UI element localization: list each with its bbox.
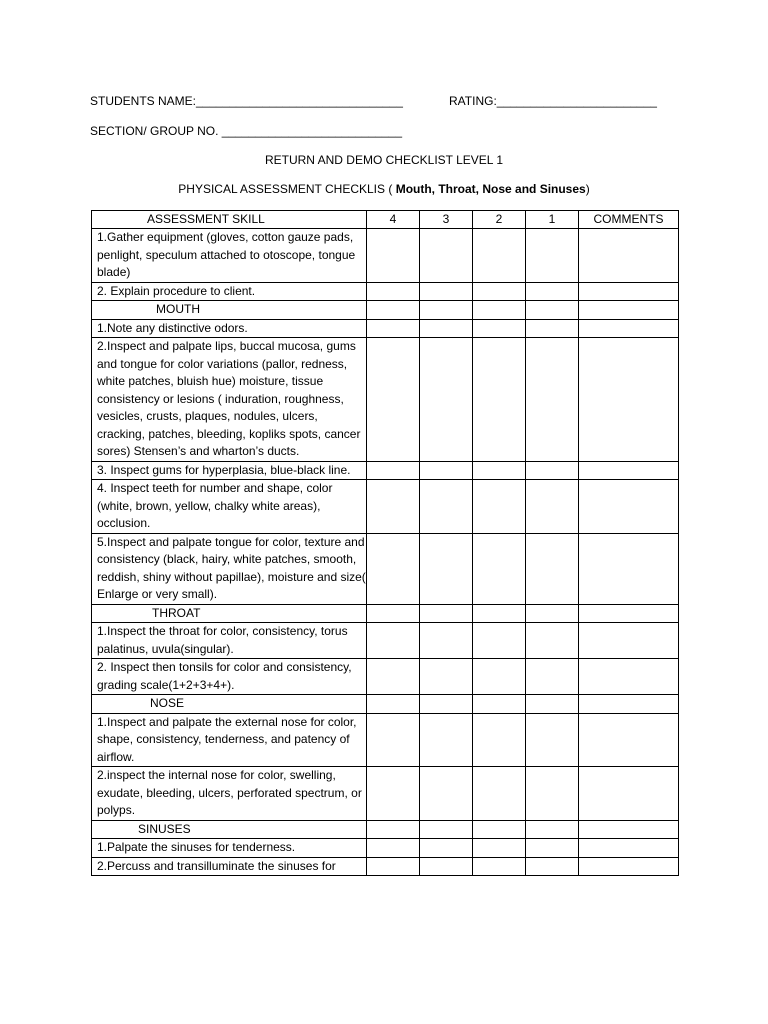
score-4-cell[interactable] xyxy=(367,857,420,876)
comments-cell[interactable] xyxy=(579,338,679,462)
checklist-title: RETURN AND DEMO CHECKLIST LEVEL 1 xyxy=(264,153,504,167)
score-1-cell[interactable] xyxy=(526,623,579,659)
score-4-cell xyxy=(367,604,420,623)
score-1-cell[interactable] xyxy=(526,229,579,283)
score-2-cell xyxy=(473,301,526,320)
score-4-cell[interactable] xyxy=(367,533,420,604)
skill-cell: 1.Gather equipment (gloves, cotton gauze pads, penlight, speculum attached to otoscope, tongue blade) xyxy=(92,229,367,283)
score-2-cell[interactable] xyxy=(473,533,526,604)
table-row xyxy=(92,857,679,876)
score-4-cell xyxy=(367,695,420,714)
comments-cell xyxy=(579,301,679,320)
col-header-3: 3 xyxy=(420,211,473,229)
score-2-cell xyxy=(473,695,526,714)
score-2-cell[interactable] xyxy=(473,338,526,462)
skill-cell: 1.Note any distinctive odors. xyxy=(92,319,367,338)
score-1-cell[interactable] xyxy=(526,767,579,821)
skill-cell: 2.Percuss and transilluminate the sinuses for xyxy=(92,857,367,876)
score-1-cell xyxy=(526,695,579,714)
score-3-cell[interactable] xyxy=(420,839,473,858)
score-3-cell[interactable] xyxy=(420,319,473,338)
score-1-cell[interactable] xyxy=(526,319,579,338)
skill-cell: 5.Inspect and palpate tongue for color, texture and consistency (black, hairy, white patches, smooth, reddish, shiny without papillae), moisture and size( Enlarge or very small). xyxy=(92,533,367,604)
comments-cell[interactable] xyxy=(579,839,679,858)
comments-cell[interactable] xyxy=(579,282,679,301)
score-4-cell[interactable] xyxy=(367,338,420,462)
score-1-cell[interactable] xyxy=(526,461,579,480)
score-1-cell[interactable] xyxy=(526,282,579,301)
table-row xyxy=(92,533,679,604)
skill-cell: 1.Palpate the sinuses for tenderness. xyxy=(92,839,367,858)
score-1-cell[interactable] xyxy=(526,839,579,858)
score-4-cell[interactable] xyxy=(367,461,420,480)
section-row xyxy=(92,301,679,320)
score-1-cell xyxy=(526,604,579,623)
score-3-cell[interactable] xyxy=(420,713,473,767)
score-4-cell[interactable] xyxy=(367,229,420,283)
comments-cell xyxy=(579,820,679,839)
col-header-skill: ASSESSMENT SKILL xyxy=(92,211,367,229)
col-header-1: 1 xyxy=(526,211,579,229)
table-row xyxy=(92,767,679,821)
score-4-cell[interactable] xyxy=(367,839,420,858)
table-row xyxy=(92,713,679,767)
score-2-cell[interactable] xyxy=(473,659,526,695)
skill-cell: 2. Explain procedure to client. xyxy=(92,282,367,301)
table-header-row xyxy=(92,211,679,229)
comments-cell xyxy=(579,604,679,623)
score-1-cell[interactable] xyxy=(526,480,579,534)
score-1-cell[interactable] xyxy=(526,857,579,876)
comments-cell[interactable] xyxy=(579,319,679,338)
rating-field: RATING:________________________ xyxy=(449,94,657,108)
score-2-cell[interactable] xyxy=(473,229,526,283)
col-header-comments: COMMENTS xyxy=(579,211,679,229)
score-2-cell[interactable] xyxy=(473,282,526,301)
table-row xyxy=(92,282,679,301)
table-row xyxy=(92,319,679,338)
score-2-cell[interactable] xyxy=(473,713,526,767)
comments-cell[interactable] xyxy=(579,480,679,534)
students-name-field: STUDENTS NAME:_______________________________ xyxy=(90,94,403,108)
score-4-cell[interactable] xyxy=(367,319,420,338)
skill-cell: 3. Inspect gums for hyperplasia, blue-black line. xyxy=(92,461,367,480)
score-4-cell[interactable] xyxy=(367,480,420,534)
col-header-2: 2 xyxy=(473,211,526,229)
score-2-cell xyxy=(473,820,526,839)
score-4-cell xyxy=(367,820,420,839)
table-row xyxy=(92,480,679,534)
table-row xyxy=(92,623,679,659)
score-4-cell[interactable] xyxy=(367,623,420,659)
skill-cell: 4. Inspect teeth for number and shape, color (white, brown, yellow, chalky white areas), occlusion. xyxy=(92,480,367,534)
score-4-cell[interactable] xyxy=(367,713,420,767)
table-row xyxy=(92,839,679,858)
score-3-cell xyxy=(420,820,473,839)
score-1-cell xyxy=(526,820,579,839)
skill-cell: 1.Inspect and palpate the external nose for color, shape, consistency, tenderness, and patency of airflow. xyxy=(92,713,367,767)
comments-cell[interactable] xyxy=(579,461,679,480)
score-3-cell[interactable] xyxy=(420,229,473,283)
score-2-cell[interactable] xyxy=(473,461,526,480)
score-4-cell[interactable] xyxy=(367,659,420,695)
score-2-cell[interactable] xyxy=(473,839,526,858)
section-label-sinuses: SINUSES xyxy=(92,820,367,839)
score-2-cell[interactable] xyxy=(473,623,526,659)
section-label-nose: NOSE xyxy=(92,695,367,714)
score-4-cell[interactable] xyxy=(367,282,420,301)
score-3-cell[interactable] xyxy=(420,659,473,695)
score-3-cell xyxy=(420,301,473,320)
skill-cell: 2.Inspect and palpate lips, buccal mucosa, gums and tongue for color variations (pallor, redness, white patches, bluish hue) moisture, tissue consistency or lesions ( induration, roughness, vesicles, crusts, plaques, nodules, ulcers, cracking, patches, bleeding, kopliks spots, cancer sores) Stensen’s and wharton’s ducts. xyxy=(92,338,367,462)
score-1-cell[interactable] xyxy=(526,659,579,695)
skill-cell: 2.inspect the internal nose for color, swelling, exudate, bleeding, ulcers, perforated spectrum, or polyps. xyxy=(92,767,367,821)
score-2-cell[interactable] xyxy=(473,857,526,876)
col-header-4: 4 xyxy=(367,211,420,229)
skill-cell: 1.Inspect the throat for color, consistency, torus palatinus, uvula(singular). xyxy=(92,623,367,659)
comments-cell[interactable] xyxy=(579,623,679,659)
score-3-cell[interactable] xyxy=(420,338,473,462)
score-3-cell[interactable] xyxy=(420,623,473,659)
comments-cell[interactable] xyxy=(579,533,679,604)
score-3-cell[interactable] xyxy=(420,282,473,301)
table-row xyxy=(92,461,679,480)
score-4-cell[interactable] xyxy=(367,767,420,821)
score-1-cell[interactable] xyxy=(526,533,579,604)
comments-cell xyxy=(579,695,679,714)
score-2-cell[interactable] xyxy=(473,319,526,338)
section-row xyxy=(92,820,679,839)
skill-cell: 2. Inspect then tonsils for color and consistency, grading scale(1+2+3+4+). xyxy=(92,659,367,695)
score-1-cell xyxy=(526,301,579,320)
section-row xyxy=(92,695,679,714)
score-2-cell[interactable] xyxy=(473,480,526,534)
assessment-table xyxy=(91,210,679,876)
score-3-cell[interactable] xyxy=(420,857,473,876)
section-label-mouth: MOUTH xyxy=(92,301,367,320)
section-label-throat: THROAT xyxy=(92,604,367,623)
score-4-cell xyxy=(367,301,420,320)
score-2-cell[interactable] xyxy=(473,767,526,821)
table-row xyxy=(92,338,679,462)
score-3-cell[interactable] xyxy=(420,461,473,480)
score-1-cell[interactable] xyxy=(526,713,579,767)
checklist-subtitle: PHYSICAL ASSESSMENT CHECKLIS ( Mouth, Throat, Nose and Sinuses) xyxy=(178,182,590,196)
score-3-cell[interactable] xyxy=(420,480,473,534)
section-row xyxy=(92,604,679,623)
comments-cell[interactable] xyxy=(579,767,679,821)
score-3-cell[interactable] xyxy=(420,767,473,821)
section-group-field: SECTION/ GROUP NO. ___________________________ xyxy=(90,124,402,138)
score-2-cell xyxy=(473,604,526,623)
score-3-cell xyxy=(420,604,473,623)
comments-cell[interactable] xyxy=(579,229,679,283)
score-3-cell xyxy=(420,695,473,714)
score-3-cell[interactable] xyxy=(420,533,473,604)
comments-cell[interactable] xyxy=(579,857,679,876)
table-row xyxy=(92,659,679,695)
comments-cell[interactable] xyxy=(579,659,679,695)
table-row xyxy=(92,229,679,283)
comments-cell[interactable] xyxy=(579,713,679,767)
score-1-cell[interactable] xyxy=(526,338,579,462)
